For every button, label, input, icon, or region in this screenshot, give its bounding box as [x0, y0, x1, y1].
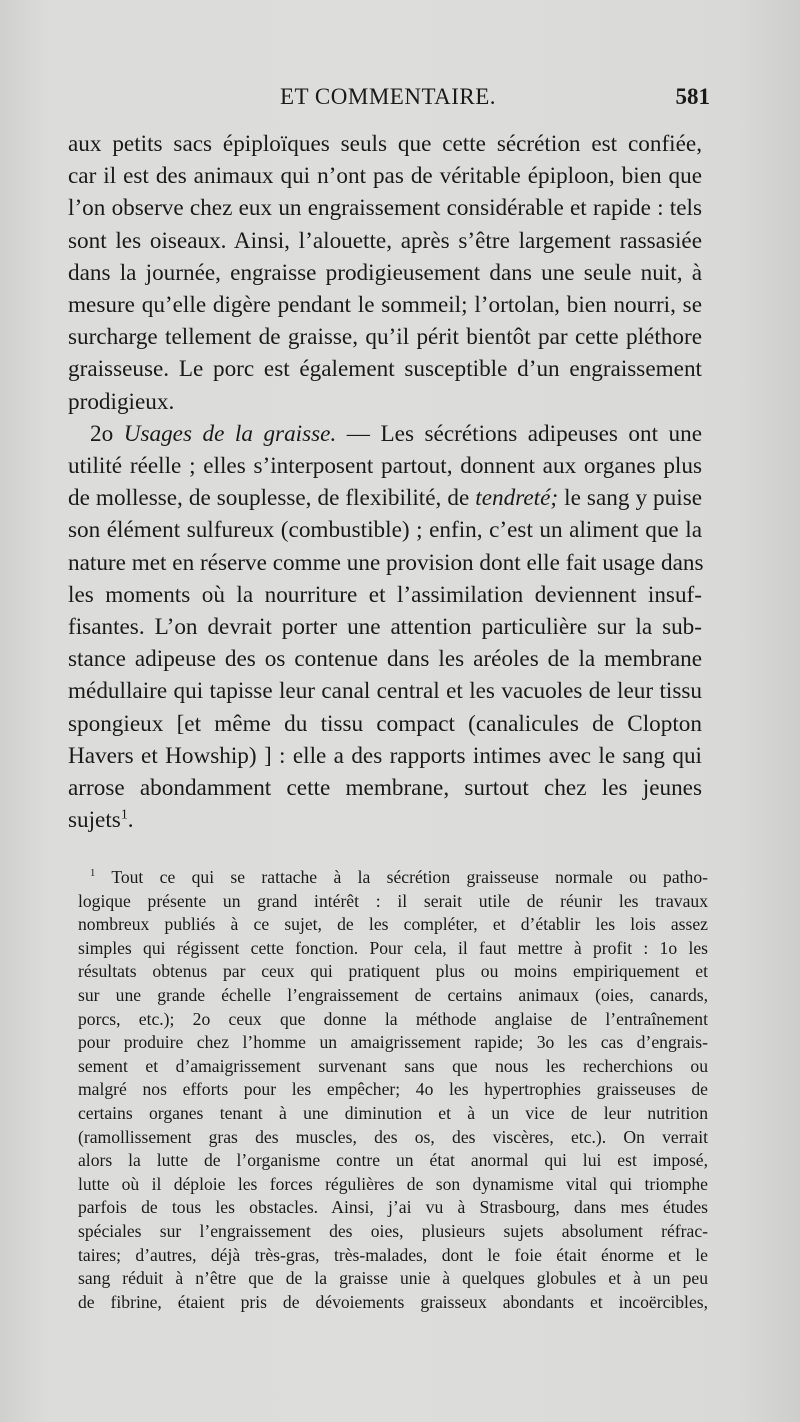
text-line: Havers et Howship) ] : elle a des rapports intimes avec le sang qui [68, 742, 702, 769]
text-line: l’on observe chez eux un engraissement considérable et rapide : tels [68, 195, 702, 222]
footnote-line: simples qui régissent cette fonction. Pour cela, il faut mettre à profit : 1o les [78, 937, 708, 958]
footnote-line: malgré nos efforts pour les empêcher; 4o les hypertrophies graisseuses de [78, 1079, 708, 1100]
text-line: spongieux [et même du tissu compact (canalicules de Clopton [68, 710, 702, 737]
text-line: graisseuse. Le porc est également susceptible d’un engraissement [68, 356, 702, 383]
text-line: les moments où la nourriture et l’assimilation deviennent insuf- [68, 581, 702, 608]
text-line: car il est des animaux qui n’ont pas de véritable épiploon, bien que [68, 163, 702, 190]
section-number: 2o [90, 420, 114, 447]
paragraph-2 [68, 418, 702, 837]
text-line: nature met en réserve comme une provision dont elle fait usage dans [68, 549, 704, 576]
footnote-reference[interactable]: 1 [120, 807, 128, 823]
section-heading: Usages de la graisse. [123, 420, 337, 447]
text-line: mesure qu’elle digère pendant le sommeil; l’ortolan, bien nourri, se [68, 292, 702, 319]
text-line: fisantes. L’on devrait porter une attention particulière sur la sub- [68, 614, 702, 641]
footnote-line: certains organes tenant à une diminution et à un vice de leur nutrition [78, 1102, 708, 1123]
footnote-line [78, 866, 708, 890]
text-line: dans la journée, engraisse prodigieusement dans une seule nuit, à [68, 259, 702, 286]
text-line: stance adipeuse des os contenue dans les aréoles de la membrane [68, 646, 702, 673]
text-fragment: de mollesse, de souplesse, de flexibilité, de [68, 485, 470, 512]
footnote-line: lutte où il déploie les forces régulières de son dynamisme vital qui triomphe [78, 1173, 708, 1194]
emphasis-tendrete: tendreté; [475, 485, 559, 512]
footnote-line: sement et d’amaigrissement survenant sans que nous les recherchions ou [78, 1055, 708, 1076]
main-text [68, 128, 702, 836]
page-header [60, 84, 710, 124]
text-fragment: le sang y puise [564, 485, 703, 512]
footnote-line: sang réduit à n’être que de la graisse unie à quelques globules et à un peu [78, 1268, 708, 1289]
section-heading-line [68, 418, 702, 450]
text-line: sont les oiseaux. Ainsi, l’alouette, après s’être largement rassasiée [68, 227, 702, 254]
footnote-line: (ramollissement gras des muscles, des os, des viscères, etc.). On verrait [78, 1126, 708, 1147]
text-line: surcharge tellement de graisse, qu’il périt bientôt par cette pléthore [68, 324, 702, 351]
paragraph-1 [68, 128, 702, 418]
running-head: ET COMMENTAIRE. [280, 84, 497, 109]
footnote-line: de fibrine, étaient pris de dévoiements graisseux abondants et incoërcibles, [78, 1291, 708, 1312]
text-line: prodigieux. [68, 388, 175, 415]
text-fragment: Tout ce qui se rattache à la sécrétion graisseuse normale ou patho- [111, 867, 708, 887]
footnote-line: alors la lutte de l’organisme contre un état anormal qui lui est imposé, [78, 1150, 708, 1171]
footnote [78, 866, 708, 1314]
text-line: utilité réelle ; elles s’interposent partout, donnent aux organes plus [68, 453, 702, 480]
text-line: arrose abondamment cette membrane, surtout chez les jeunes [68, 775, 702, 802]
footnote-line: sur une grande échelle l’engraissement de certains animaux (oies, canards, [78, 984, 708, 1005]
text-fragment: sujets [68, 807, 121, 834]
footnote-line: pour produire chez l’homme un amaigrissement rapide; 3o les cas d’engrais- [78, 1032, 708, 1053]
footnote-line: spéciales sur l’engraissement des oies, plusieurs sujets absolument réfrac- [78, 1220, 708, 1241]
footnote-line: taires; d’autres, déjà très-gras, très-malades, dont le foie était énorme et le [78, 1244, 708, 1265]
text-line: médullaire qui tapisse leur canal central et les vacuoles de leur tissu [68, 678, 702, 705]
text-line [68, 804, 702, 836]
footnote-line: parfois de tous les obstacles. Ainsi, j’ai vu à Strasbourg, dans mes études [78, 1197, 708, 1218]
footnote-marker: 1 [90, 868, 96, 880]
text-line: son élément sulfureux (combustible) ; enfin, c’est un aliment que la [68, 517, 702, 544]
text-line: aux petits sacs épiploïques seuls que cette sécrétion est confiée, [68, 131, 702, 157]
text-fragment: — Les sécrétions adipeuses ont une [346, 420, 703, 447]
footnote-line: nombreux publiés à ce sujet, de les compléter, et d’établir les lois assez [78, 914, 708, 935]
page-number: 581 [675, 84, 710, 109]
footnote-line: logique présente un grand intérêt : il serait utile de réunir les travaux [78, 890, 708, 911]
footnote-line: porcs, etc.); 2o ceux que donne la méthode anglaise de l’entraînement [78, 1008, 708, 1029]
footnote-line: résultats obtenus par ceux qui pratiquent plus ou moins empiriquement et [78, 961, 708, 982]
text-fragment: . [127, 807, 134, 834]
text-line [68, 482, 702, 514]
